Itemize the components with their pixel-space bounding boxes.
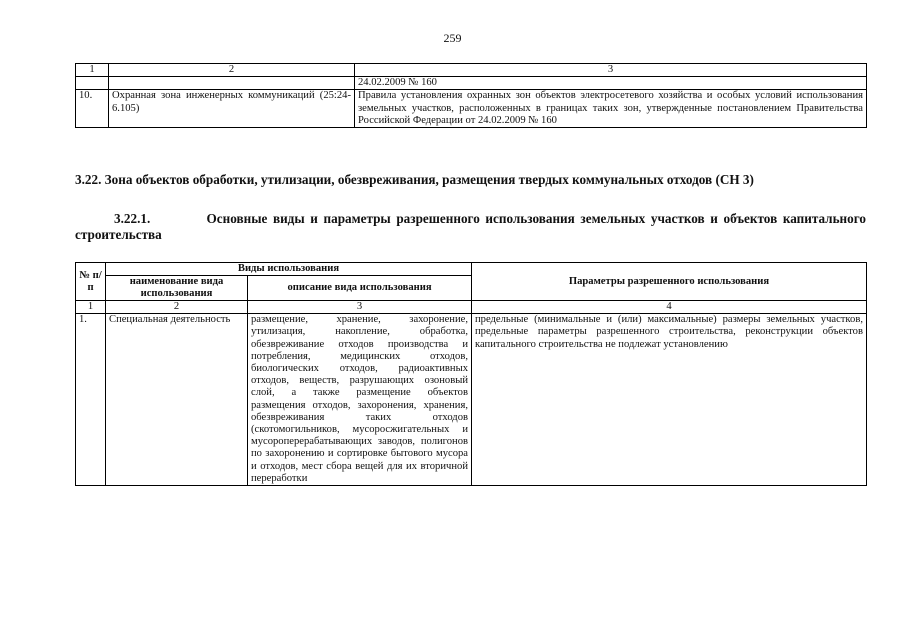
table1-cont-empty-1 [76, 77, 109, 90]
subsection-number: 3.22.1. [114, 211, 151, 226]
table1-col-3: 3 [355, 64, 867, 77]
section-heading: 3.22. Зона объектов обработки, утилизации, обезвреживания, размещения твердых коммунальных отходов (СН 3) [75, 172, 754, 187]
table2-uses-group-header: Виды использования [106, 263, 472, 276]
table1-row-desc: Правила установления охранных зон объектов электросетевого хозяйства и особых условий использования земельных участков, расположенных в границах таких зон, утвержденные постановлением Правительства Российской Федерации от 24.02.2009 № 160 [355, 90, 867, 128]
table1-col-1: 1 [76, 64, 109, 77]
table2-params-header: Параметры разрешенного использования [472, 263, 867, 301]
subsection-heading [75, 211, 866, 243]
zones-table-continuation [75, 63, 867, 128]
table2-row-desc: размещение, хранение, захоронение, утилизация, накопление, обработка, обезвреживание отходов производства и потребления, медицинских отходов, биологических отходов, радиоактивных отходов, веществ, разрушающих озоновый слой, а также размещение объектов размещения отходов, захоронения, хранения, обезвреживания таких отходов (скотомогильников, мусоросжигательных и мусороперерабатывающих заводов, полигонов по захоронению и сортировке бытового мусора и отходов, мест сбора вещей для их вторичной переработки [248, 314, 472, 486]
permitted-use-table [75, 262, 867, 486]
table-row [76, 314, 867, 486]
table2-index-row [76, 301, 867, 314]
table1-continuation-text: 24.02.2009 № 160 [355, 77, 867, 90]
table2-col-3: 3 [248, 301, 472, 314]
table2-use-name-header: наименование вида использования [106, 276, 248, 301]
table1-col-2: 2 [109, 64, 355, 77]
table2-row-params: предельные (минимальные и (или) максимальные) размеры земельных участков, предельные параметры разрешенного строительства, реконструкции объектов капитального строительства не подлежат установлению [472, 314, 867, 486]
table2-col-1: 1 [76, 301, 106, 314]
table-row [76, 90, 867, 128]
table1-row-num: 10. [76, 90, 109, 128]
table2-col-4: 4 [472, 301, 867, 314]
table1-index-row [76, 64, 867, 77]
table1-row-name: Охранная зона инженерных коммуникаций (25:24-6.105) [109, 90, 355, 128]
table2-header-row-1 [76, 263, 867, 276]
table2-row-num: 1. [76, 314, 106, 486]
table2-num-header: № п/п [76, 263, 106, 301]
table1-cont-empty-2 [109, 77, 355, 90]
table1-continuation-row [76, 77, 867, 90]
table2-col-2: 2 [106, 301, 248, 314]
subsection-title: Основные виды и параметры разрешенного использования земельных участков и объектов капитального строительства [75, 211, 866, 242]
table2-row-name: Специальная деятельность [106, 314, 248, 486]
page-number: 259 [443, 31, 462, 45]
table2-use-desc-header: описание вида использования [248, 276, 472, 301]
